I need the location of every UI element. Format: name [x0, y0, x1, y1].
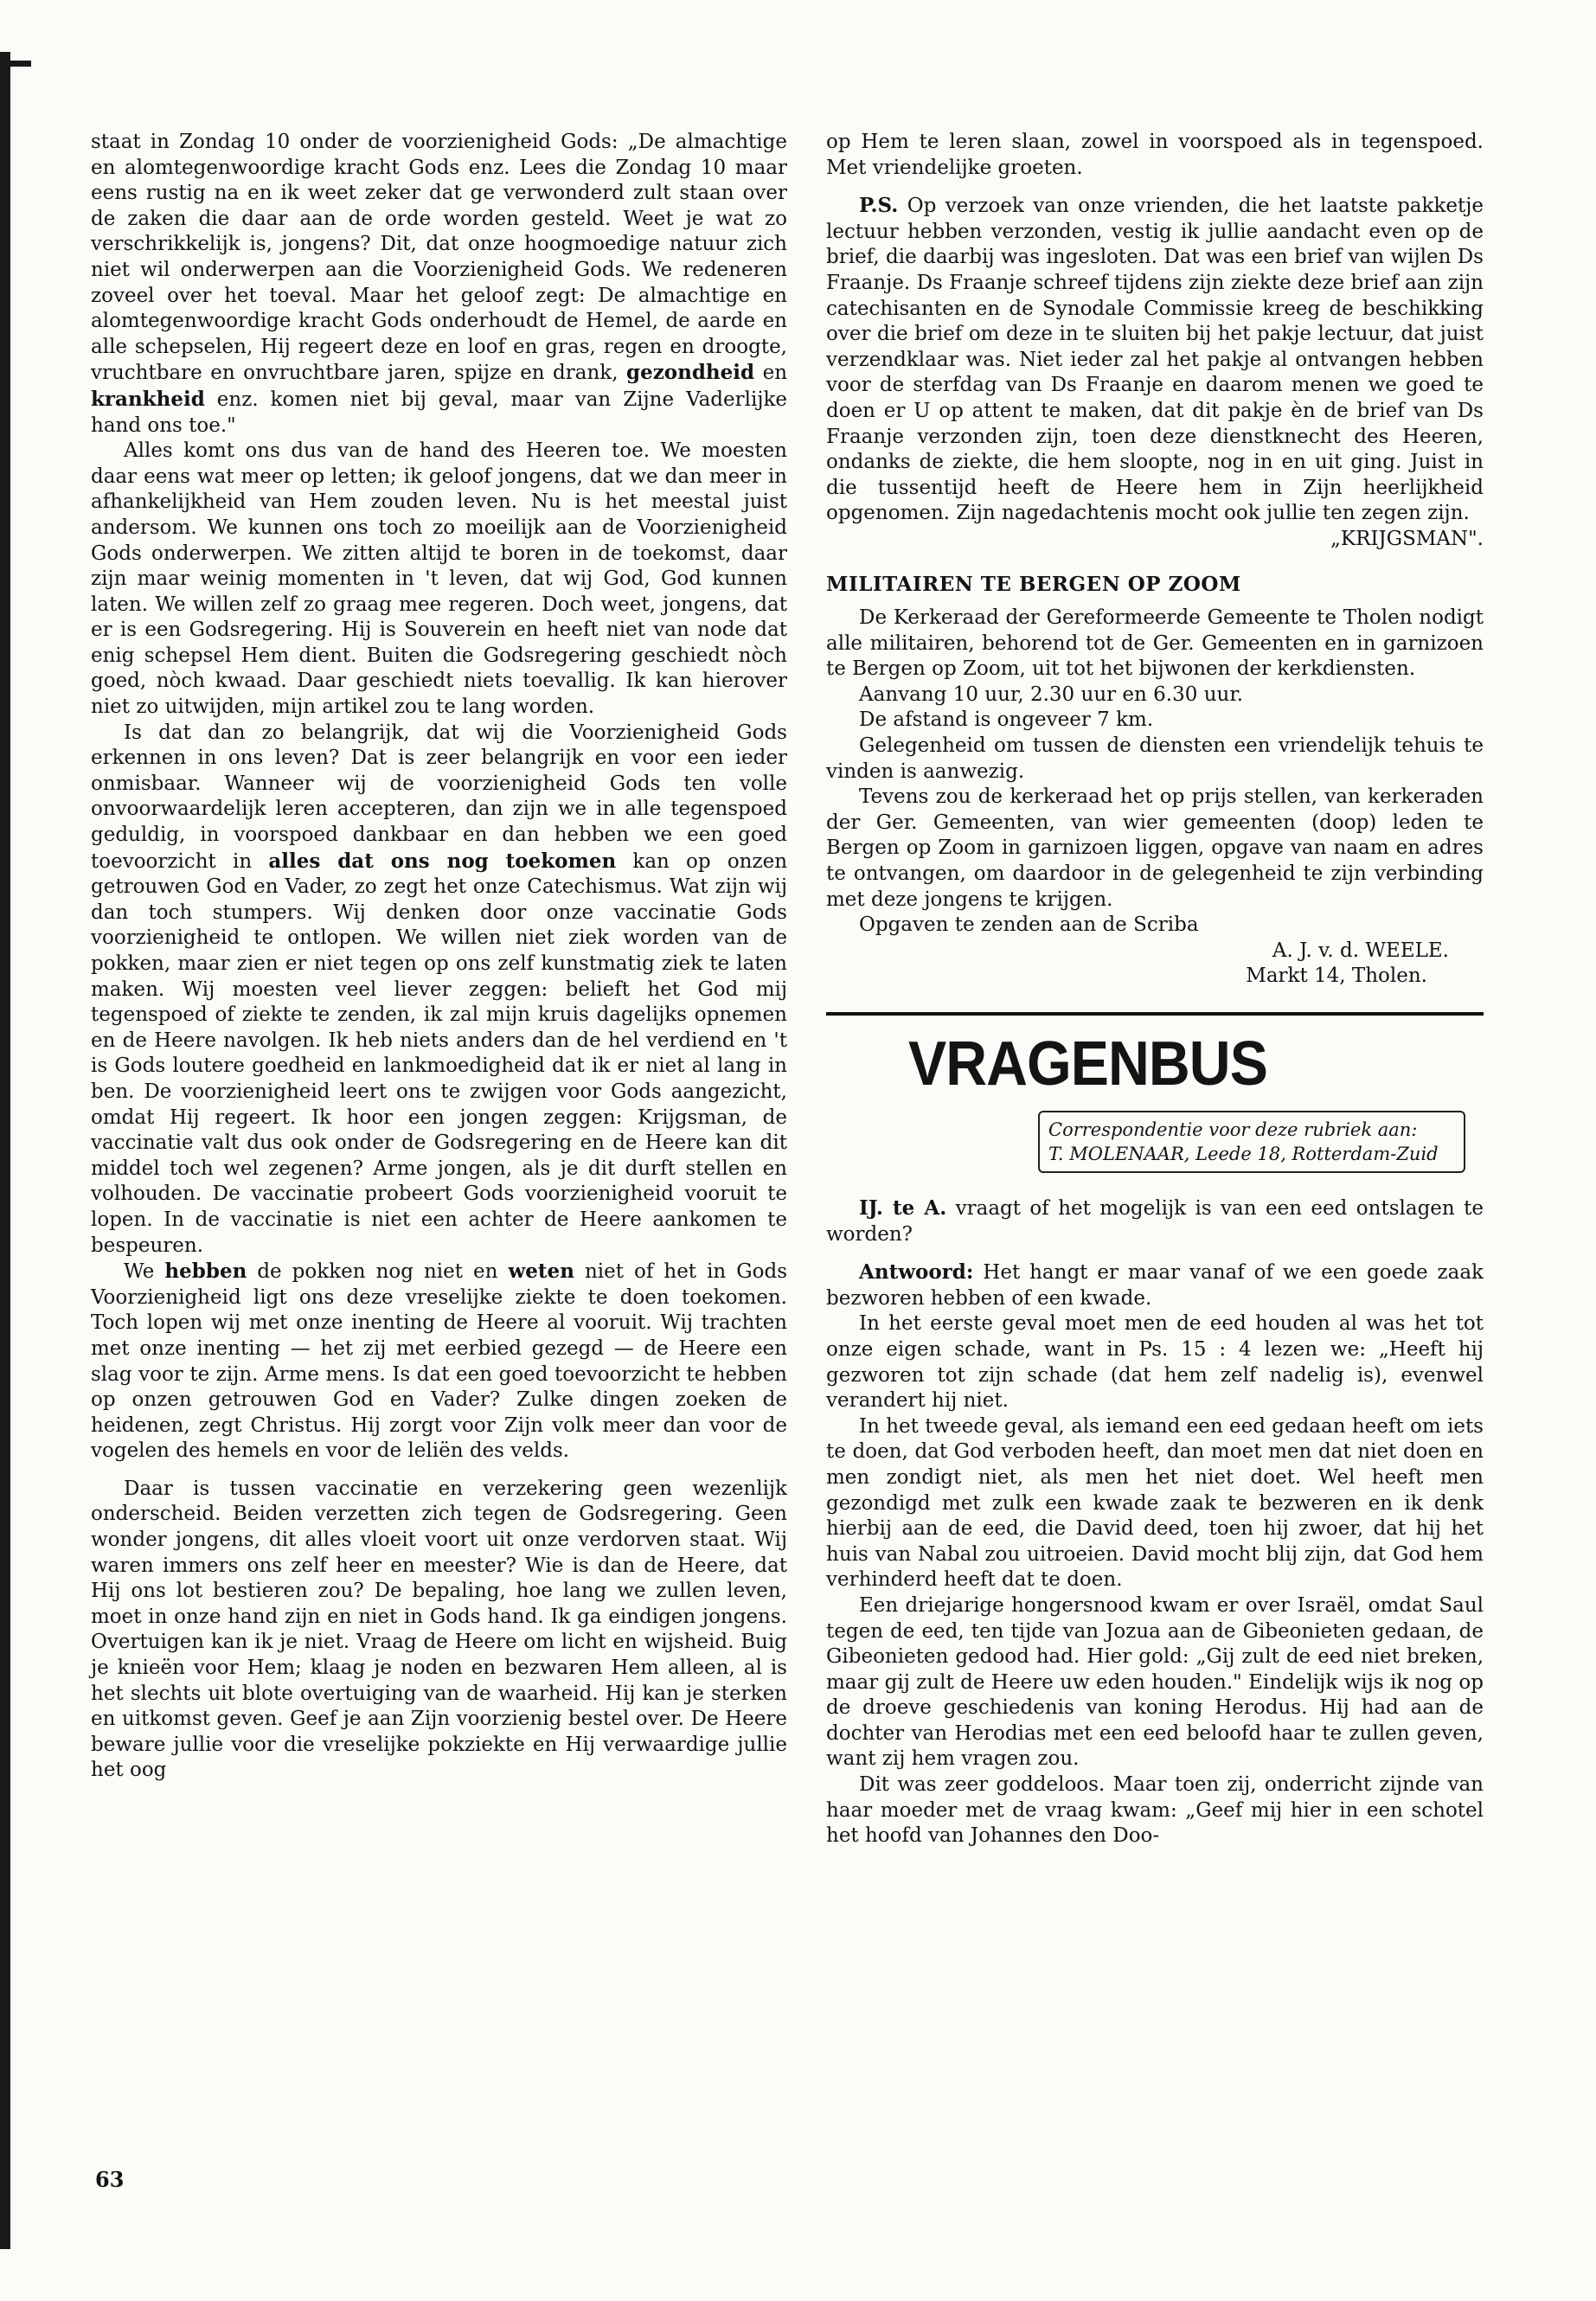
section-title-vragenbus: VRAGENBUS	[908, 1029, 1267, 1099]
paragraph: Een driejarige hongersnood kwam er over Israël, omdat Saul tegen de eed, ten tijde van Jozua aan de Gibeonieten gedaan, de Gibeonieten gedood had. Hier gold: „Gij zult de eed niet breken, maar gij zult de Heere uw eden houden." Eindelijk wijs ik nog op de droeve geschiedenis van koning Herodus. Hij had aan de dochter van Herodias met een eed beloofd haar te zullen geven, want zij hem vragen zou.	[826, 1593, 1484, 1771]
paragraph: De afstand is ongeveer 7 km.	[859, 708, 1154, 732]
paragraph: Daar is tussen vaccinatie en verzekering geen wezenlijk onderscheid. Beiden verzetten zich tegen de Godsregering. Geen wonder jongens, dit alles vloeit voort uit onze verdorven staat. Wij waren immers ons zelf heer en meester? Wie is dan de Heere, dat Hij ons lot bestieren zou? De bepaling, hoe lang we zullen leven, moet in onze hand zijn en niet in Gods hand. Ik ga eindigen jongens. Overtuigen kan ik je niet. Vraag de Heere om licht en wijsheid. Buig je knieën voor Hem; klaag je noden en bezwaren Hem alleen, al is het slechts uit blote overtuiging van de waarheid. Hij kan je sterken en uitkomst geven. Geef je aan Zijn voorzienig bestel over. De Heere beware jullie voor die vreselijke pokziekte en Hij verwaardige jullie het oog	[91, 1477, 787, 1782]
text: Op verzoek van onze vrienden, die het laatste pakketje lectuur hebben verzonden, vestig ik jullie aandacht even op de brief, die daarbij was ingesloten. Dat was een brief van wijlen Ds Fraanje. Ds Fraanje schreef tijdens zijn ziekte deze brief aan zijn catechisanten en de Synodale Commissie kreeg de beschikking over die brief om deze in te sluiten bij het pakje lectuur, dat juist verzendklaar was. Niet ieder zal het pakje al ontvangen hebben voor de sterfdag van Ds Fraanje en daarom menen we goed te doen er U op attent te maken, dat dit pakje èn de brief van Ds Fraanje verzonden zijn, toen deze dienstknecht des Heeren, ondanks de ziekte, die hem sloopte, nog in en uit ging. Juist in die tussentijd heeft de Heere hem in Zijn heerlijkheid opgenomen. Zijn nagedachtenis mocht ook jullie ten zegen zijn.	[826, 195, 1484, 525]
page-number: 63	[95, 2167, 125, 2192]
answer	[826, 1259, 1484, 1311]
paragraph: Dit was zeer goddeloos. Maar toen zij, onderricht zijnde van haar moeder met de vraag kwam: „Geef mij hier in een schotel het hoofd van Johannes den Doo-	[826, 1773, 1484, 1848]
text: vraagt of het mogelijk is van een eed ontslagen te worden?	[826, 1197, 1484, 1246]
text: We	[124, 1260, 155, 1284]
paragraph: De Kerkeraad der Gereformeerde Gemeente te Tholen nodigt alle militairen, behorend tot de Ger. Gemeenten en in garnizoen te Bergen op Zoom, uit tot het bijwonen der kerkdiensten.	[826, 606, 1484, 681]
paragraph: Aanvang 10 uur, 2.30 uur en 6.30 uur.	[859, 683, 1244, 706]
section-heading-militairen: MILITAIREN TE BERGEN OP ZOOM	[826, 572, 1241, 596]
paragraph: In het tweede geval, als iemand een eed gedaan heeft om iets te doen, dat God verboden heeft, dan moet men dat niet doen en men zondigt niet, als men het niet doet. Wel heeft men gezondigd met zulk een kwade zaak te bezweren en ik denk hierbij aan de eed, die David deed, toen hij zwoer, dat hij het huis van Nabal zou uitroeien. David mocht blij zijn, dat God hem verhinderd heeft dat te doen.	[826, 1414, 1484, 1592]
signature-krijgsman: „KRIJGSMAN".	[1330, 527, 1484, 550]
question	[826, 1195, 1484, 1247]
text: Het hangt er maar vanaf of we een goede zaak bezworen hebben of een kwade.	[826, 1261, 1484, 1310]
text: en	[762, 362, 788, 385]
bold-text: alles dat ons nog toekomen	[268, 849, 617, 873]
paragraph	[91, 721, 787, 1259]
section-divider	[826, 1012, 1484, 1016]
scan-left-edge	[0, 52, 10, 2249]
paragraph	[91, 130, 787, 439]
text: de pokken nog niet en	[257, 1260, 498, 1284]
text: kan op onzen getrouwen God en Vader, zo zegt het onze Catechismus. Wat zijn wij dan toch stumpers. Wij denken door onze vaccinatie Gods voorzienigheid te ontlopen. We willen niet ziek worden van de pokken, maar zien er niet tegen op ons zelf kunstmatig ziek te laten maken. Wij moesten veel liever zeggen: belieft het God mij tegenspoed of ziekte te zenden, ik zal mijn kruis dagelijks opnemen en de Heere navolgen. Ik heb niets anders dan de hel verdiend en 't is Gods loutere goedheid en lankmoedigheid dat ik er niet al lang in ben. De voorzienigheid leert ons te zwijgen voor Gods aangezicht, omdat Hij regeert. Ik hoor een jongen zeggen: Krijgsman, de vaccinatie valt dus ook onder de Godsregering en de Heere kan dit middel toch wel zegenen? Arme jongen, als je dit durft stellen en volhouden. De vaccinatie probeert Gods voorzienigheid vooruit te lopen. In de vaccinatie is niet een achter de Heere aankomen te bespeuren.	[91, 849, 788, 1257]
scan-top-edge	[0, 61, 31, 67]
ps-label: P.S.	[859, 194, 899, 218]
text: niet of het in Gods Voorzienigheid ligt ons deze vreselijke ziekte te doen toekomen. Toch lopen wij met onze inenting de Heere al vooruit. Wij trachten met onze inenting — het zij met eerbied gezegd — de Heere een slag voor te zijn. Arme mens. Is dat een goed toevoorzicht te hebben op onzen getrouwen God en Vader? Zulke dingen zoeken de heidenen, zegt Christus. Hij zorgt voor Zijn volk meer dan voor de vogelen des hemels en voor de leliën des velds.	[91, 1260, 788, 1463]
bold-text: hebben	[164, 1259, 247, 1284]
right-column	[826, 130, 1484, 1849]
correspondence-address: T. MOLENAAR, Leede 18, Rotterdam-Zuid	[1048, 1144, 1439, 1164]
text: enz. komen niet bij geval, maar van Zijne Vaderlijke hand ons toe."	[91, 388, 788, 437]
signature-name: A. J. v. d. WEELE.	[1272, 939, 1449, 962]
paragraph: Gelegenheid om tussen de diensten een vriendelijk tehuis te vinden is aanwezig.	[826, 734, 1484, 783]
correspondence-box	[1038, 1111, 1465, 1173]
paragraph: Opgaven te zenden aan de Scriba	[859, 913, 1199, 937]
correspondence-line: Correspondentie voor deze rubriek aan:	[1048, 1119, 1418, 1140]
bold-text: weten	[508, 1259, 574, 1284]
paragraph: Tevens zou de kerkeraad het op prijs stellen, van kerkeraden der Ger. Gemeenten, van wier gemeenten (doop) leden te Bergen op Zoom in garnizoen liggen, opgave van naam en adres te ontvangen, om daardoor in de gelegenheid te zijn verbinding met deze jongens te krijgen.	[826, 785, 1484, 911]
question-label: IJ. te A.	[859, 1196, 947, 1220]
paragraph: op Hem te leren slaan, zowel in voorspoed als in tegenspoed. Met vriendelijke groeten.	[826, 131, 1484, 179]
answer-label: Antwoord:	[859, 1260, 974, 1285]
left-column	[91, 130, 787, 1784]
text: Is dat dan zo belangrijk, dat wij die Voorzienigheid Gods erkennen in ons leven? Dat is zeer belangrijk en voor een ieder onmisbaar. Wanneer wij de voorzienigheid Gods ten volle onvoorwaardelijk leren accepteren, dan zijn we in alle tegenspoed geduldig, in voorspoed dankbaar en dan hebben we een goed toevoorzicht in	[91, 721, 787, 873]
paragraph: In het eerste geval moet men de eed houden al was het tot onze eigen schade, want in Ps. 15 : 4 lezen we: „Heeft hij gezworen tot zijn schade (dat hem zelf nadelig is), evenwel verandert hij niet.	[826, 1312, 1484, 1413]
paragraph: Alles komt ons dus van de hand des Heeren toe. We moesten daar eens wat meer op letten; ik geloof jongens, dat we dan meer in afhankelijkheid van Hem zouden leven. Nu is het meestal juist andersom. We kunnen ons toch zo moeilijk aan de Voorzienigheid Gods onderwerpen. We zitten altijd te boren in de toekomst, daar zijn maar weinig momenten in 't leven, dat wij God, God kunnen laten. We willen zelf zo graag mee regeren. Doch weet, jongens, dat er is een Godsregering. Hij is Souverein en heeft niet van node dat enig schepsel Hem dient. Buiten die Godsregering geschiedt nòch goed, nòch kwaad. Daar geschiedt niets toevallig. Ik kan hierover niet zo uitwijden, mijn artikel zou te lang worden.	[91, 439, 787, 719]
bold-text: krankheid	[91, 387, 205, 411]
paragraph	[91, 1259, 787, 1465]
postscript	[826, 193, 1484, 527]
text: staat in Zondag 10 onder de voorzienigheid Gods: „De almachtige en alomtegenwoordige kracht Gods enz. Lees die Zondag 10 maar eens rustig na en ik weet zeker dat ge verwonderd zult staan over de zaken die daar aan de orde worden gesteld. Weet je wat zo verschrikkelijk is, jongens? Dit, dat onze hoogmoedige natuur zich niet wil onderwerpen aan die Voorzienigheid Gods. We redeneren zoveel over het toeval. Maar het geloof zegt: De almachtige en alomtegenwoordige kracht Gods onderhoudt de Hemel, de aarde en alle schepselen, Hij regeert deze en loof en gras, regen en droogte, vruchtbare en onvruchtbare jaren, spijze en drank,	[91, 131, 787, 385]
signature-address: Markt 14, Tholen.	[1246, 965, 1427, 988]
bold-text: gezondheid	[626, 361, 755, 385]
